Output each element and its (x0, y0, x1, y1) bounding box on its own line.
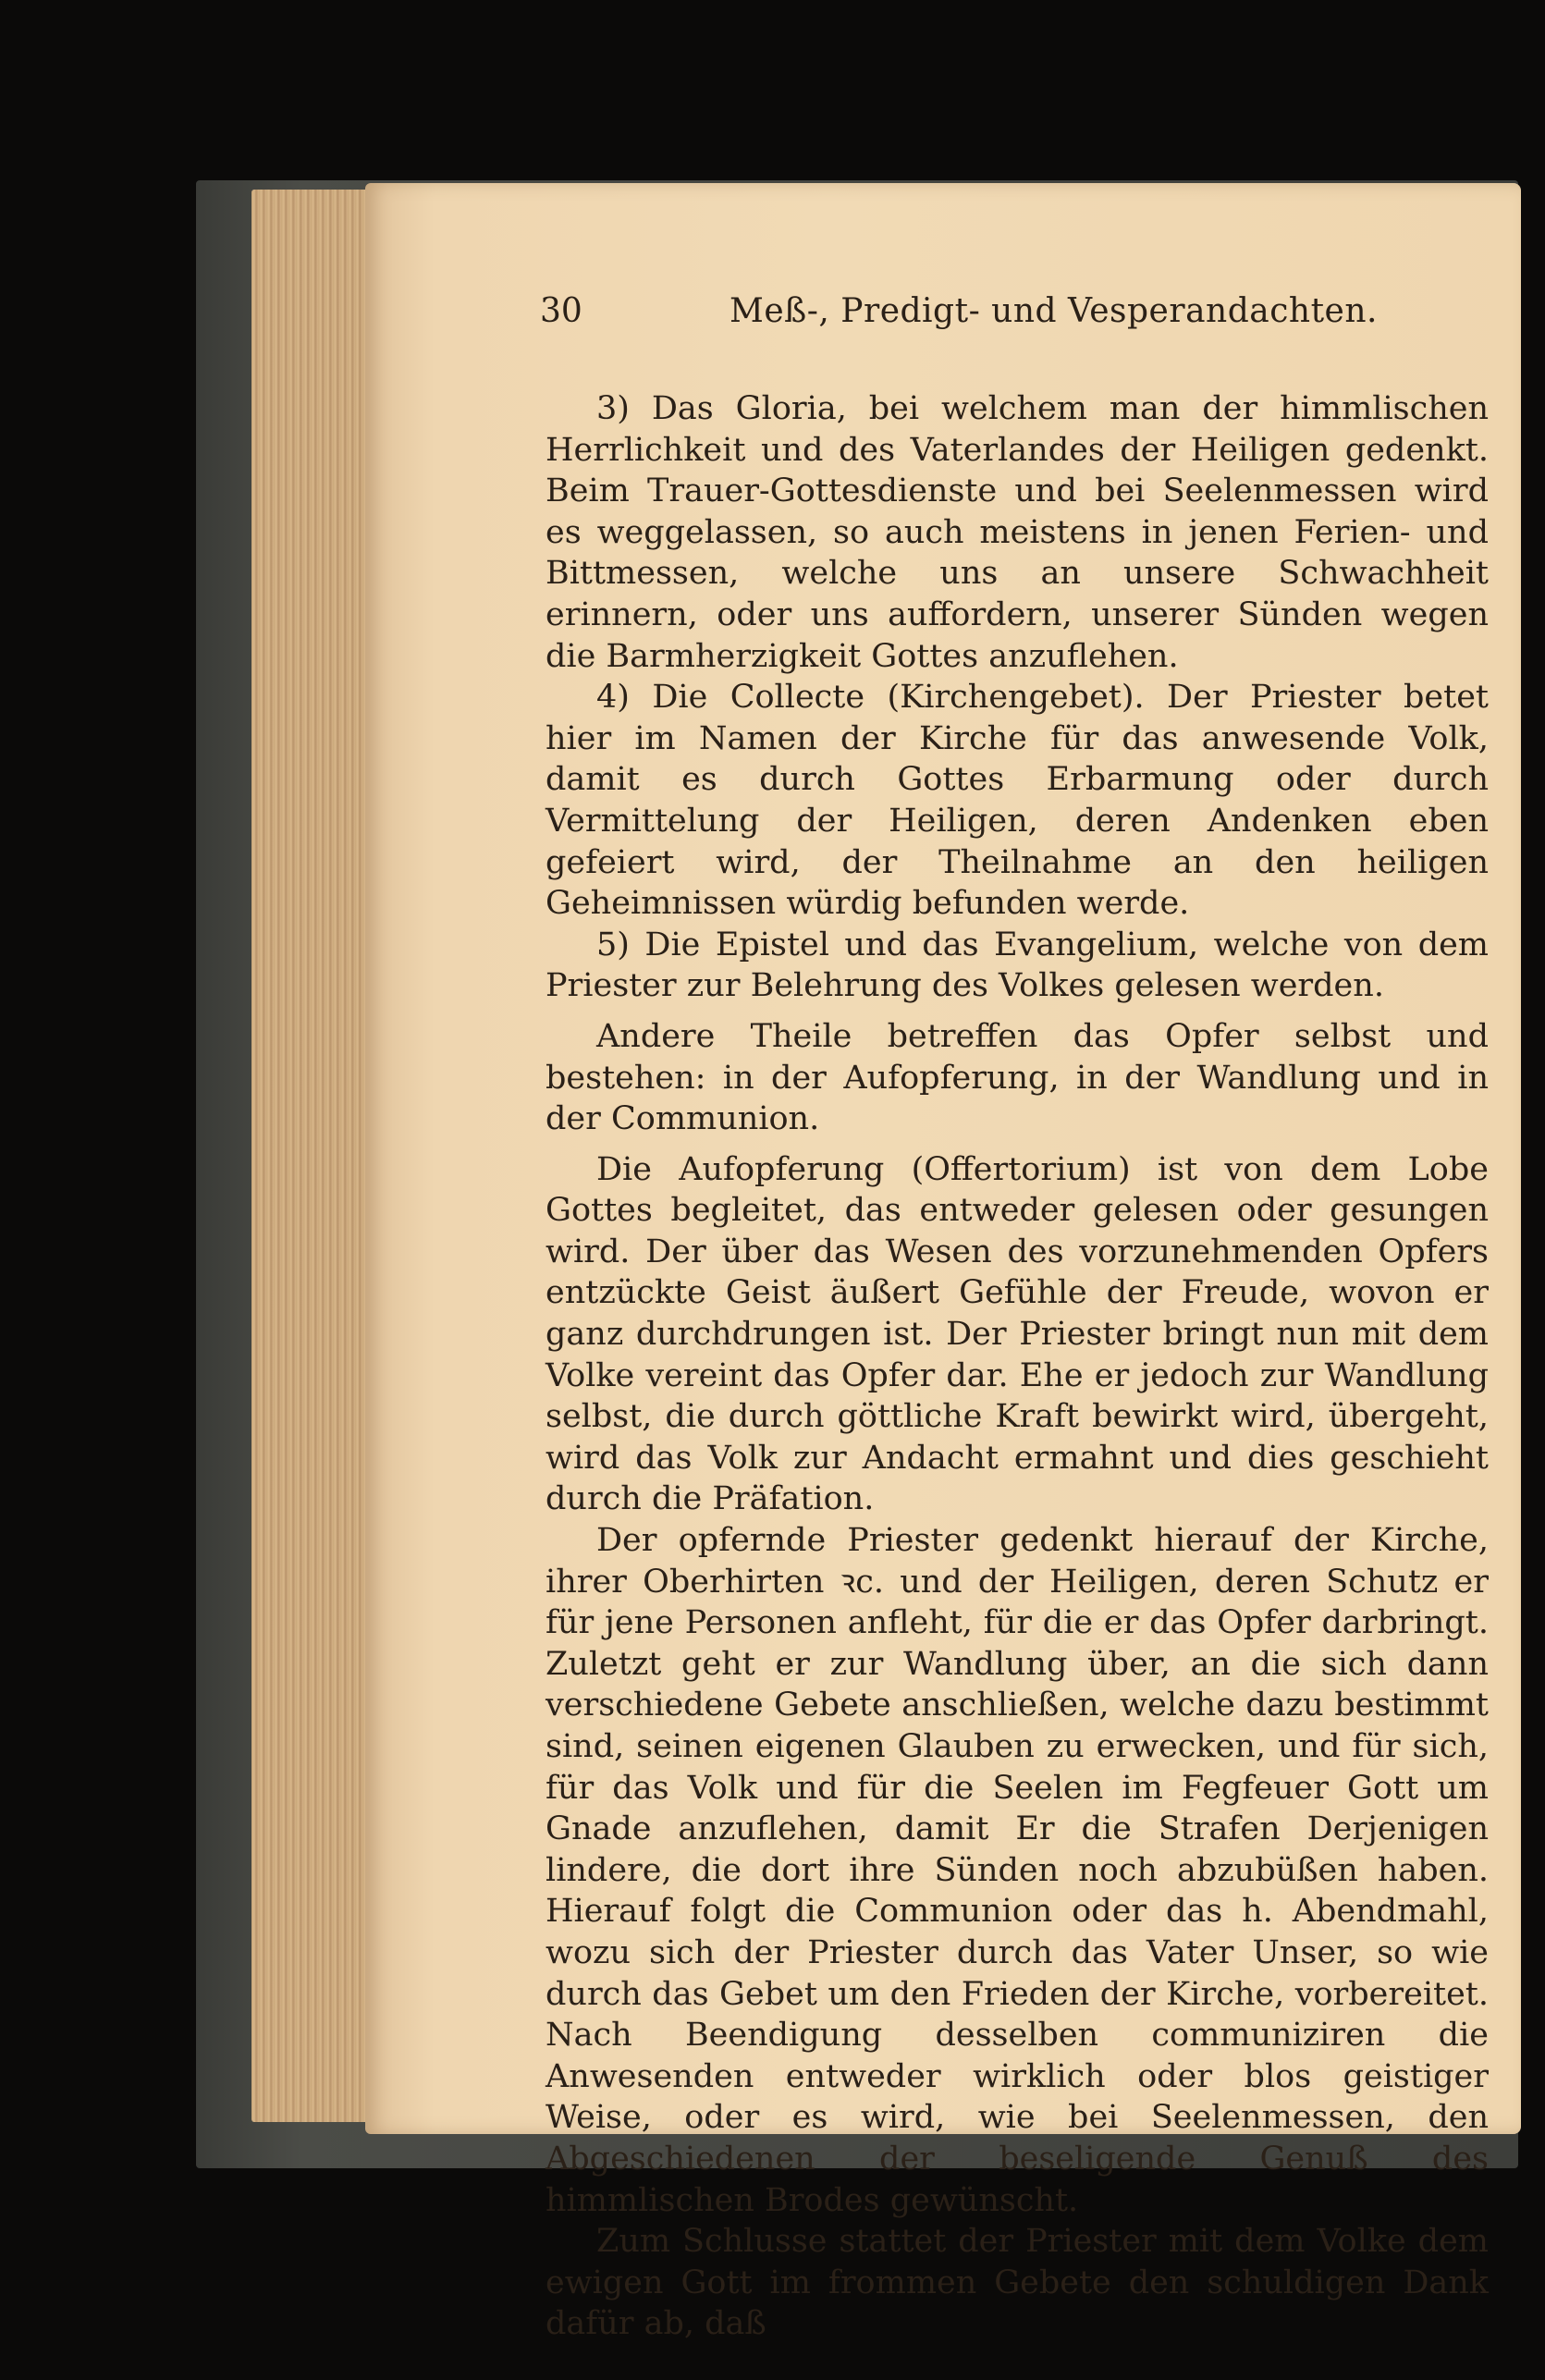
page-body (546, 388, 1489, 2345)
page-header (540, 276, 1489, 344)
page-content (540, 276, 1489, 2345)
page-edges (251, 190, 381, 2122)
running-title: Meß-, Predigt- und Vesperandachten. (730, 292, 1378, 330)
paragraph-epistel: 5) Die Epistel und das Evangelium, welche von dem Priester zur Belehrung des Volkes gelesen werden. (546, 926, 1489, 1005)
paragraph-wandlung: Der opfernde Priester gedenkt hierauf der Kirche, ihrer Oberhirten ꝛc. und der Heiligen, deren Schutz er für jene Personen anfleht, für die er das Opfer darbringt. Zuletzt geht er zur Wandlung über, an die sich dann verschiedene Gebete anschließen, welche dazu bestimmt sind, seinen eigenen Glauben zu erwecken, und für sich, für das Volk und für die Seelen im Fegfeuer Gott um Gnade anzuflehen, damit Er die Strafen Derjenigen lindere, die dort ihre Sünden noch abzubüßen haben. Hierauf folgt die Communion oder das h. Abendmahl, wozu sich der Priester durch das Vater Unser, so wie durch das Gebet um den Frieden der Kirche, vorbereitet. Nach Beendigung desselben communiziren die Anwesenden entweder wirklich oder blos geistiger Weise, oder es wird, wie bei Seelenmessen, den Abgeschiedenen der beseligende Genuß des himmlischen Brodes gewünscht. (546, 1522, 1489, 2219)
paragraph-collecte: 4) Die Collecte (Kirchengebet). Der Priester betet hier im Namen der Kirche für das anwesende Volk, damit es durch Gottes Erbarmung oder durch Vermittelung der Heiligen, deren Andenken eben gefeiert wird, der Theilnahme an den heiligen Geheimnissen würdig befunden werde. (546, 679, 1489, 923)
paragraph-andere-theile: Andere Theile betreffen das Opfer selbst und bestehen: in der Aufopferung, in der Wandlung und in der Communion. (546, 1017, 1489, 1138)
paragraph-gloria: 3) Das Gloria, bei welchem man der himmlischen Herrlichkeit und des Vaterlandes der Heiligen gedenkt. Beim Trauer-Gottesdienste und bei Seelenmessen wird es weggelassen, so auch meistens in jenen Ferien- und Bittmessen, welche uns an unsere Schwachheit erinnern, oder uns auffordern, unserer Sünden wegen die Barmherzigkeit Gottes anzuflehen. (546, 390, 1489, 675)
paragraph-schluss: Zum Schlusse stattet der Priester mit dem Volke dem ewigen Gott im frommen Gebete den schuldigen Dank dafür ab, daß (546, 2223, 1489, 2343)
book-page (365, 183, 1521, 2343)
paragraph-aufopferung: Die Aufopferung (Offertorium) ist von dem Lobe Gottes begleitet, das entweder gelesen oder gesungen wird. Der über das Wesen des vorzunehmenden Opfers entzückte Geist äußert Gefühle der Freude, wovon er ganz durchdrungen ist. Der Priester bringt nun mit dem Volke vereint das Opfer dar. Ehe er jedoch zur Wandlung selbst, die durch göttliche Kraft bewirkt wird, übergeht, wird das Volk zur Andacht ermahnt und dies geschieht durch die Präfation. (546, 1150, 1489, 1518)
page-number: 30 (540, 292, 582, 330)
